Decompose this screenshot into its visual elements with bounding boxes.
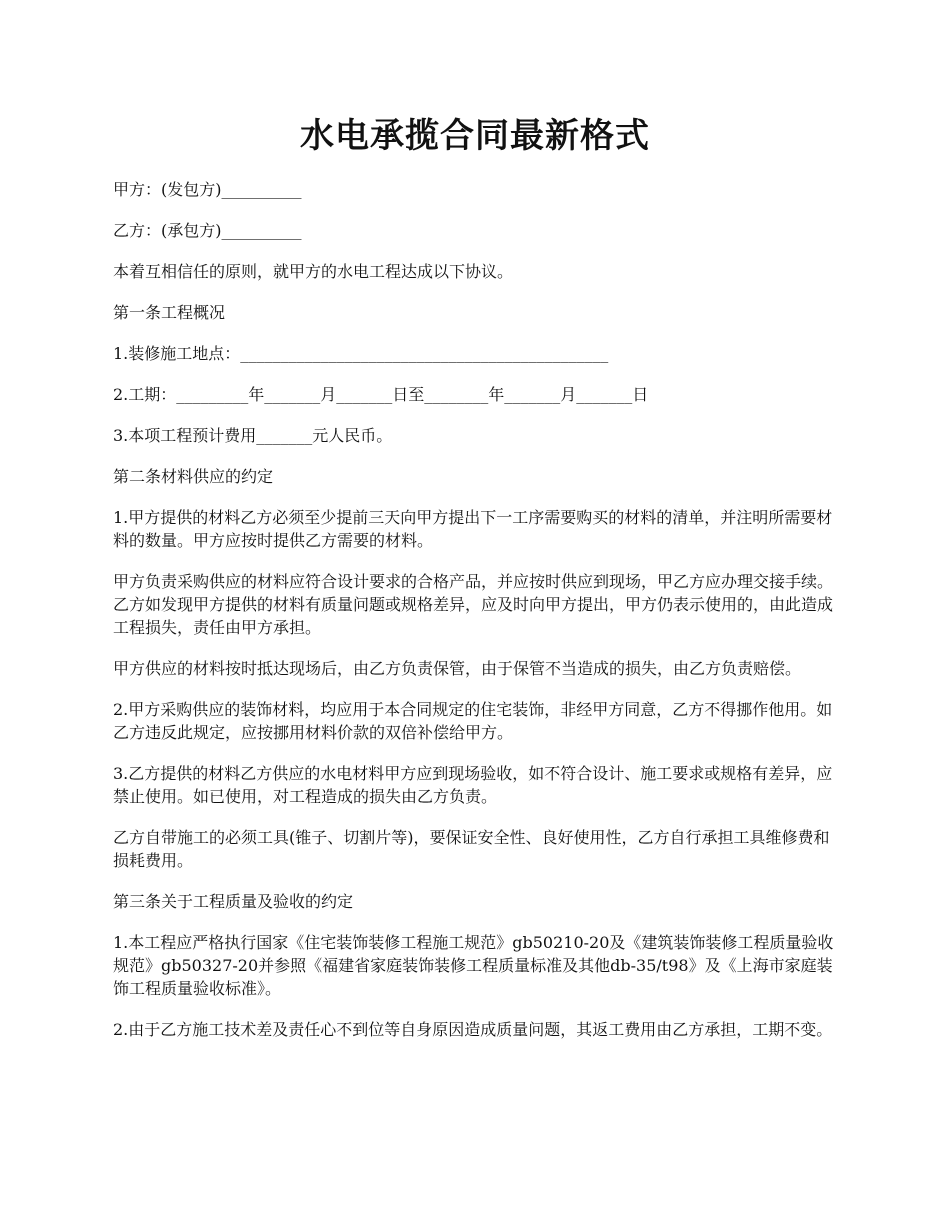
clause-location: 1.装修施工地点：______________________________________________ — [113, 344, 609, 363]
clause-materials-1: 1.甲方提供的材料乙方必须至少提前三天向甲方提出下一工序需要购买的材料的清单，并注明所需要材料的数量。甲方应按时提供乙方需要的材料。 — [113, 508, 833, 550]
clause-materials-2: 2.甲方采购供应的装饰材料，均应用于本合同规定的住宅装饰，非经甲方同意，乙方不得挪作他用。如乙方违反此规定，应按挪用材料价款的双倍补偿给甲方。 — [113, 700, 833, 742]
section-heading-2: 第二条材料供应的约定 — [113, 467, 274, 486]
clause-quality-1: 1.本工程应严格执行国家《住宅装饰装修工程施工规范》gb50210-20及《建筑装饰装修工程质量验收规范》gb50327-20并参照《福建省家庭装饰装修工程质量标准及其他db-35/t98》及《上海市家庭装饰工程质量验收标准》。 — [113, 933, 834, 998]
clause-materials-quality: 甲方负责采购供应的材料应符合设计要求的合格产品，并应按时供应到现场，甲乙方应办理交接手续。乙方如发现甲方提供的材料有质量问题或规格差异，应及时向甲方提出，甲方仍表示使用的，由此造成工程损失，责任由甲方承担。 — [113, 572, 834, 637]
clause-duration: 2.工期：_________年_______月_______日至________年_______月_______日 — [113, 385, 649, 404]
intro-paragraph: 本着互相信任的原则，就甲方的水电工程达成以下协议。 — [113, 262, 514, 281]
party-b-line: 乙方：(承包方)__________ — [113, 221, 302, 240]
clause-quality-2: 2.由于乙方施工技术差及责任心不到位等自身原因造成质量问题，其返工费用由乙方承担，工期不变。 — [113, 1020, 833, 1039]
clause-materials-storage: 甲方供应的材料按时抵达现场后，由乙方负责保管，由于保管不当造成的损失，由乙方负责赔偿。 — [113, 659, 802, 678]
clause-tools: 乙方自带施工的必须工具(锥子、切割片等)，要保证安全性、良好使用性，乙方自行承担工具维修费和损耗费用。 — [113, 828, 830, 870]
document-body — [113, 178, 843, 1059]
party-a-line: 甲方：(发包方)__________ — [113, 180, 302, 199]
document-title: 水电承揽合同最新格式 — [300, 116, 650, 156]
section-heading-3: 第三条关于工程质量及验收的约定 — [113, 892, 354, 911]
clause-cost: 3.本项工程预计费用_______元人民币。 — [113, 426, 393, 445]
clause-materials-3: 3.乙方提供的材料乙方供应的水电材料甲方应到现场验收，如不符合设计、施工要求或规格有差异，应禁止使用。如已使用，对工程造成的损失由乙方负责。 — [113, 764, 833, 806]
section-heading-1: 第一条工程概况 — [113, 303, 226, 322]
